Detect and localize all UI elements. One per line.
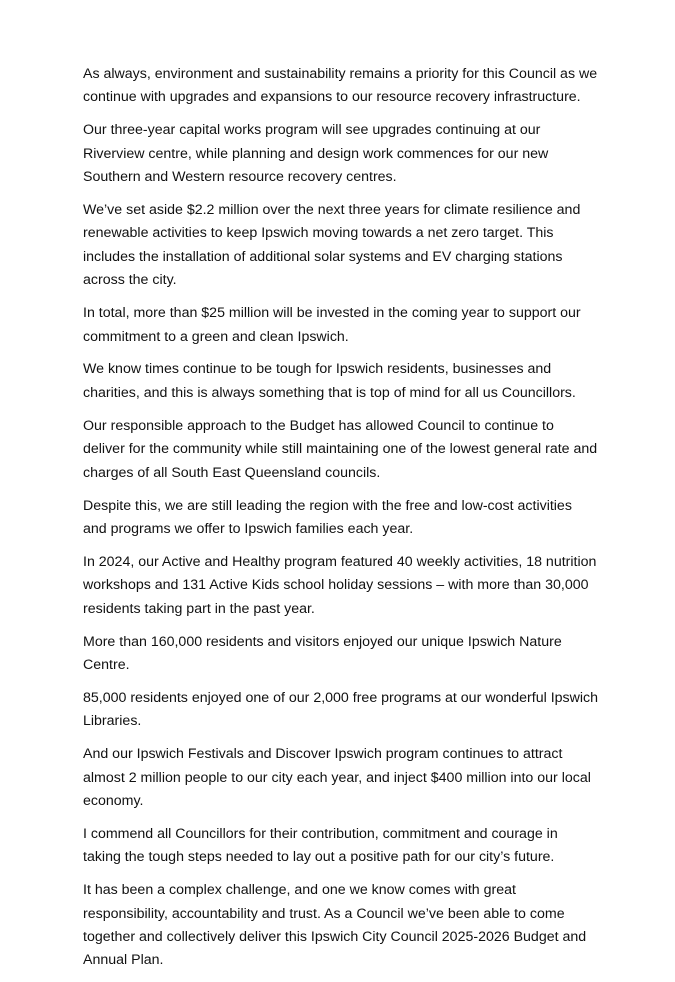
paragraph-nature-centre: More than 160,000 residents and visitors enjoyed our unique Ipswich Nature Centre. <box>83 633 562 673</box>
paragraph-environment: As always, environment and sustainability remains a priority for this Council as we continue with upgrades and expansions to our resource recovery infrastructure. <box>83 66 598 106</box>
paragraph-active-healthy: In 2024, our Active and Healthy program featured 40 weekly activities, 18 nutrition workshops and 131 Active Kids school holiday sessions – with more than 30,000 residents taking part in the past year. <box>83 553 597 617</box>
document-body <box>83 63 598 982</box>
paragraph-free-activities: Despite this, we are still leading the region with the free and low-cost activities and programs we offer to Ipswich families each year. <box>83 497 572 537</box>
paragraph-climate-resilience: We’ve set aside $2.2 million over the next three years for climate resilience and renewable activities to keep Ipswich moving towards a net zero target. This includes the installation of additional solar systems and EV charging stations across the city. <box>83 202 581 289</box>
paragraph-commend-councillors: I commend all Councillors for their contribution, commitment and courage in taking the tough steps needed to lay out a positive path for our city’s future. <box>83 825 558 866</box>
paragraph-complex-challenge: It has been a complex challenge, and one we know comes with great responsibility, accountability and trust. As a Council we’ve been able to come together and collectively deliver this Ipswich City Council 2025-2026 Budget and Annual Plan. <box>83 882 587 969</box>
paragraph-festivals: And our Ipswich Festivals and Discover Ipswich program continues to attract almost 2 million people to our city each year, and inject $400 million into our local economy. <box>83 746 591 809</box>
paragraph-total-investment: In total, more than $25 million will be invested in the coming year to support our commitment to a green and clean Ipswich. <box>83 305 581 345</box>
paragraph-tough-times: We know times continue to be tough for Ipswich residents, businesses and charities, and this is always something that is top of mind for all us Councillors. <box>83 361 576 401</box>
paragraph-capital-works: Our three-year capital works program will see upgrades continuing at our Riverview centre, while planning and design work commences for our new Southern and Western resource recovery centres. <box>83 122 549 186</box>
paragraph-libraries: 85,000 residents enjoyed one of our 2,000 free programs at our wonderful Ipswich Libraries. <box>83 689 599 730</box>
paragraph-responsible-approach: Our responsible approach to the Budget has allowed Council to continue to deliver for the community while still maintaining one of the lowest general rate and charges of all South East Queensland councils. <box>83 417 598 481</box>
